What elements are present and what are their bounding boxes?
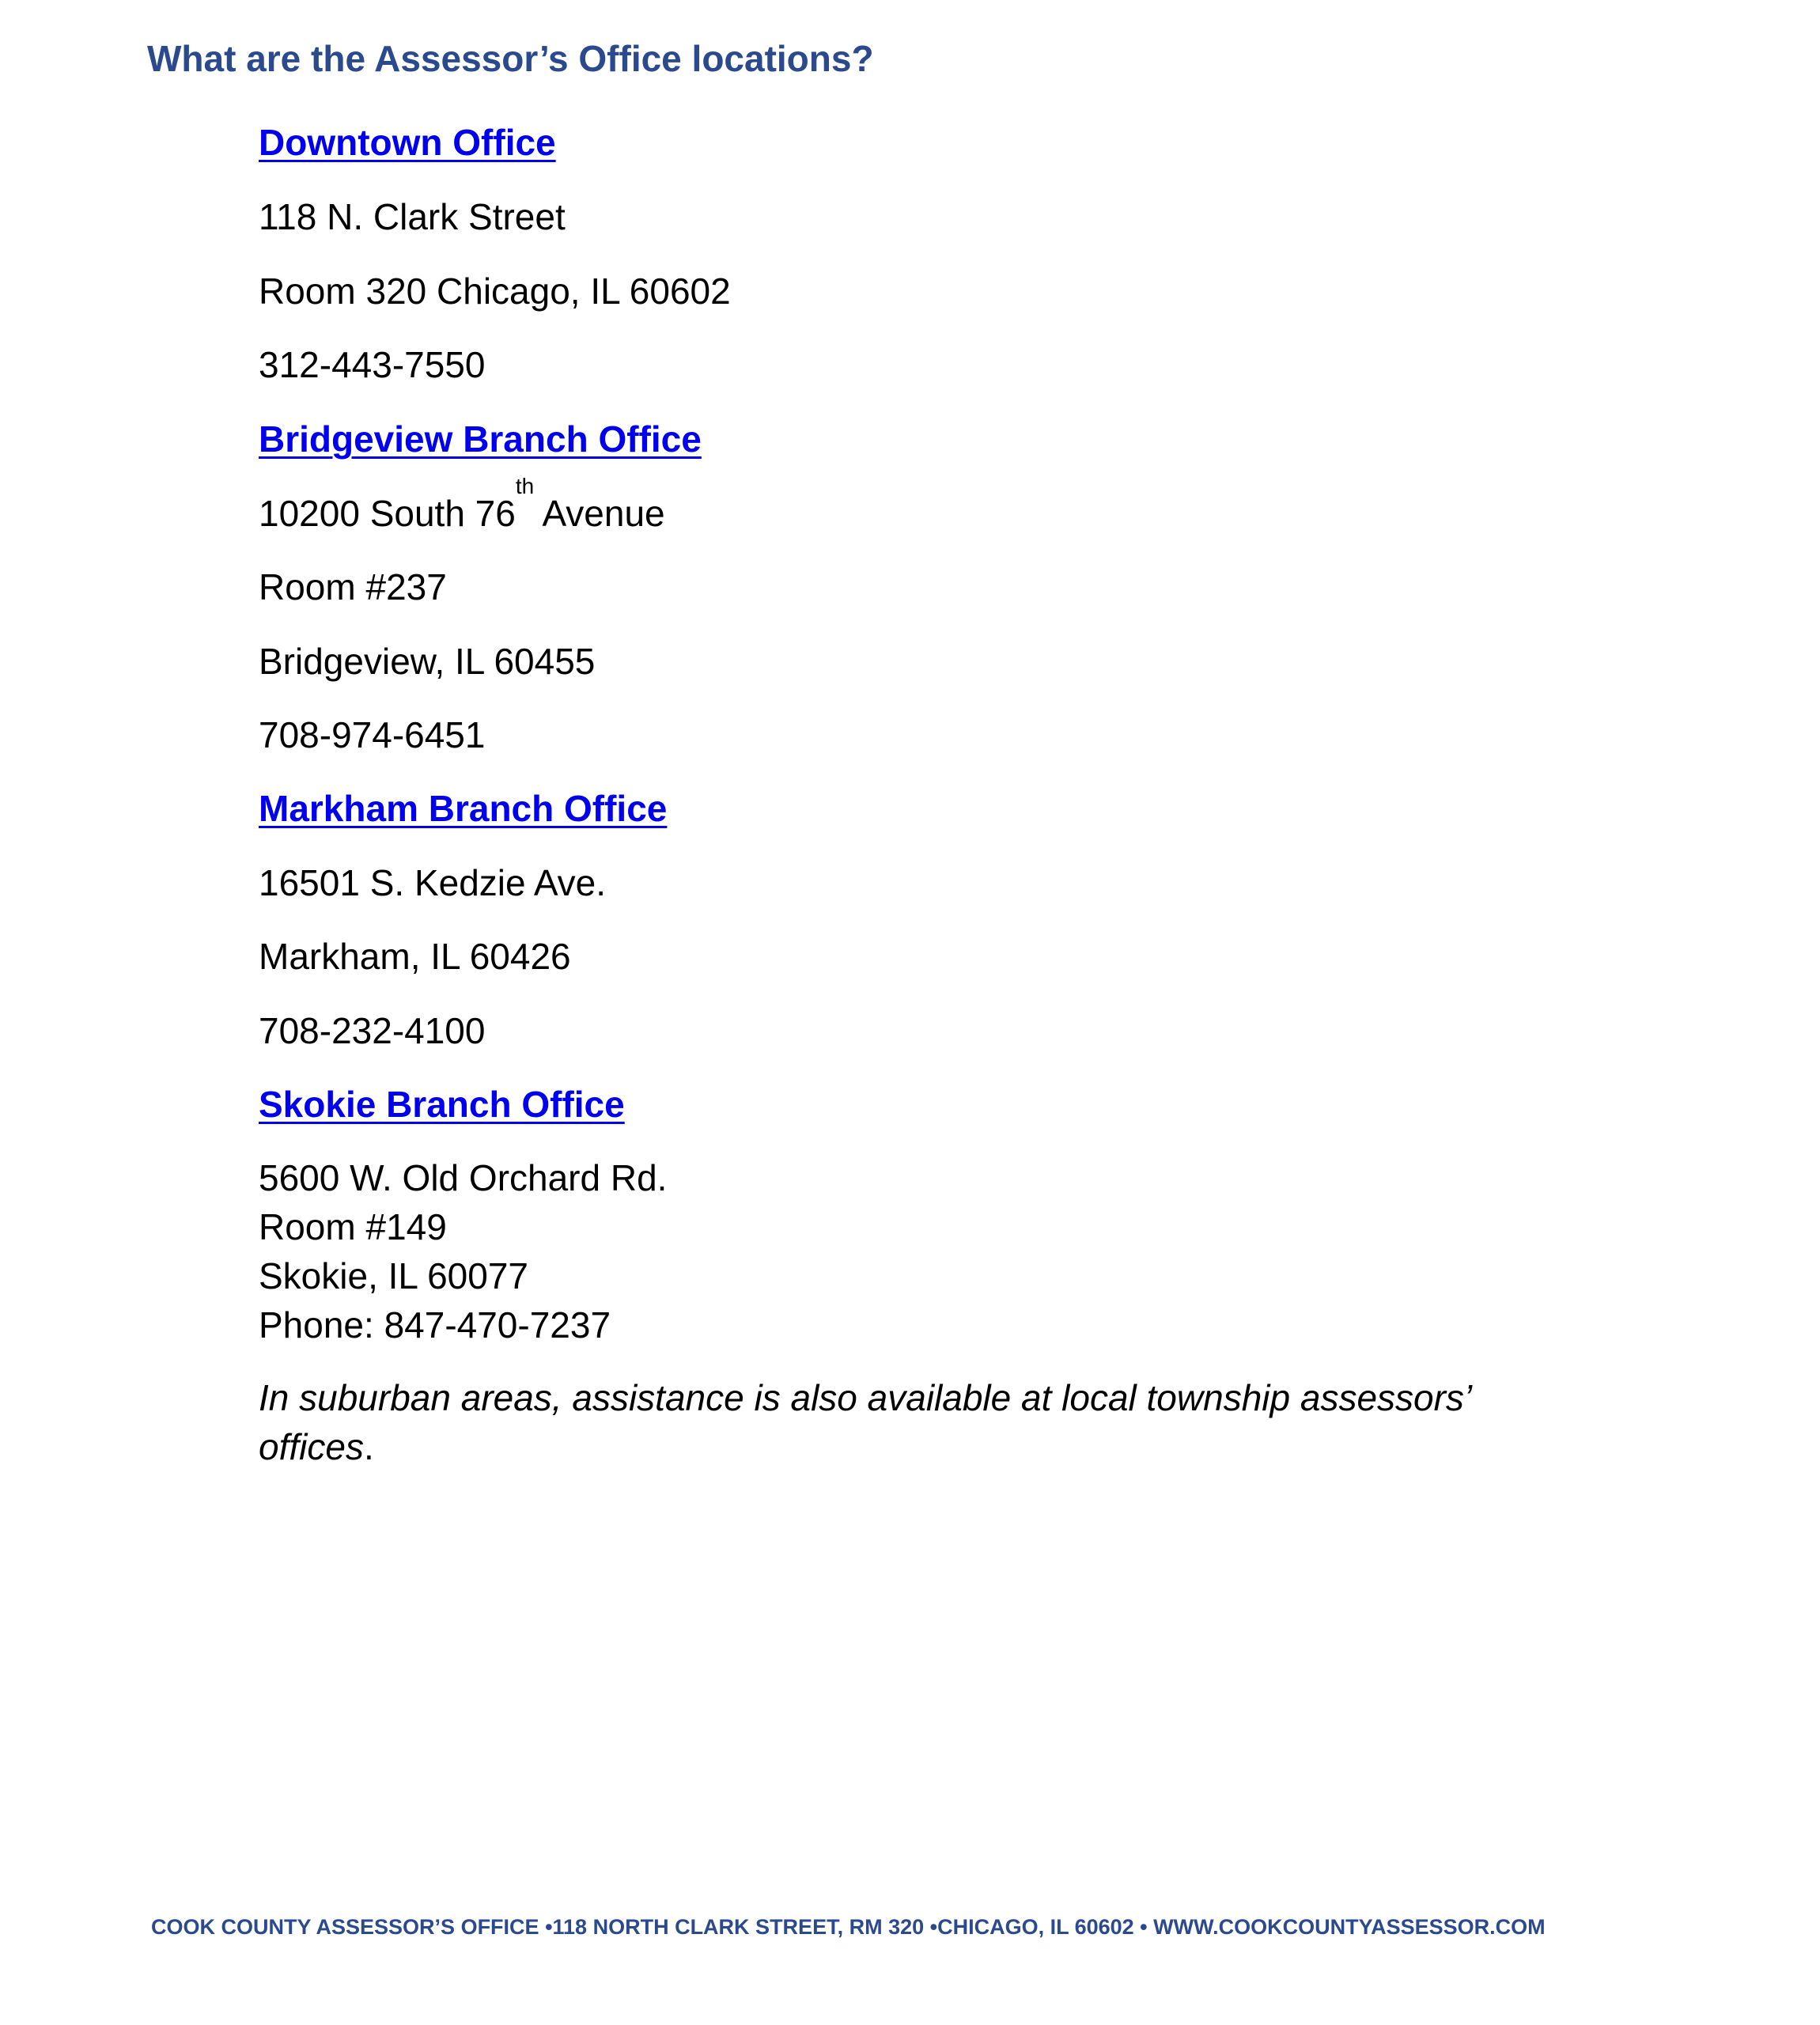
page-footer: COOK COUNTY ASSESSOR’S OFFICE •118 NORTH CLARK STREET, RM 320 •CHICAGO, IL 60602 • WWW.COOKCOUNTYASSESSOR.COM	[151, 1915, 1546, 1939]
markham-office-phone: 708-232-4100	[259, 1010, 486, 1051]
downtown-office-link[interactable]: Downtown Office	[259, 122, 556, 163]
skokie-office-city: Skokie, IL 60077	[259, 1255, 528, 1296]
skokie-office-room: Room #149	[259, 1206, 447, 1247]
downtown-office-room-city: Room 320 Chicago, IL 60602	[259, 271, 731, 312]
markham-office-link[interactable]: Markham Branch Office	[259, 788, 668, 829]
markham-office-street: 16501 S. Kedzie Ave.	[259, 862, 607, 903]
markham-office-city: Markham, IL 60426	[259, 936, 571, 977]
bridgeview-office-room: Room #237	[259, 566, 447, 608]
skokie-office-link[interactable]: Skokie Branch Office	[259, 1084, 625, 1125]
bridgeview-office-city: Bridgeview, IL 60455	[259, 641, 596, 682]
ordinal-suffix: th	[515, 474, 535, 498]
note-italic-text: In suburban areas, assistance is also available at local township assessors’ offices	[259, 1377, 1470, 1467]
skokie-office-phone: Phone: 847-470-7237	[259, 1304, 611, 1346]
page-heading: What are the Assessor’s Office locations?	[147, 38, 874, 79]
bridgeview-office-street	[259, 474, 665, 536]
suburban-assistance-note	[259, 1373, 1556, 1471]
downtown-office-phone: 312-443-7550	[259, 344, 486, 385]
bridgeview-street-type: Avenue	[534, 493, 665, 534]
skokie-office-street: 5600 W. Old Orchard Rd.	[259, 1157, 668, 1198]
downtown-office-street: 118 N. Clark Street	[259, 196, 566, 237]
bridgeview-street-number: 10200 South 76	[259, 493, 516, 534]
note-period: .	[363, 1426, 374, 1467]
bridgeview-office-phone: 708-974-6451	[259, 714, 486, 755]
bridgeview-office-link[interactable]: Bridgeview Branch Office	[259, 418, 702, 460]
